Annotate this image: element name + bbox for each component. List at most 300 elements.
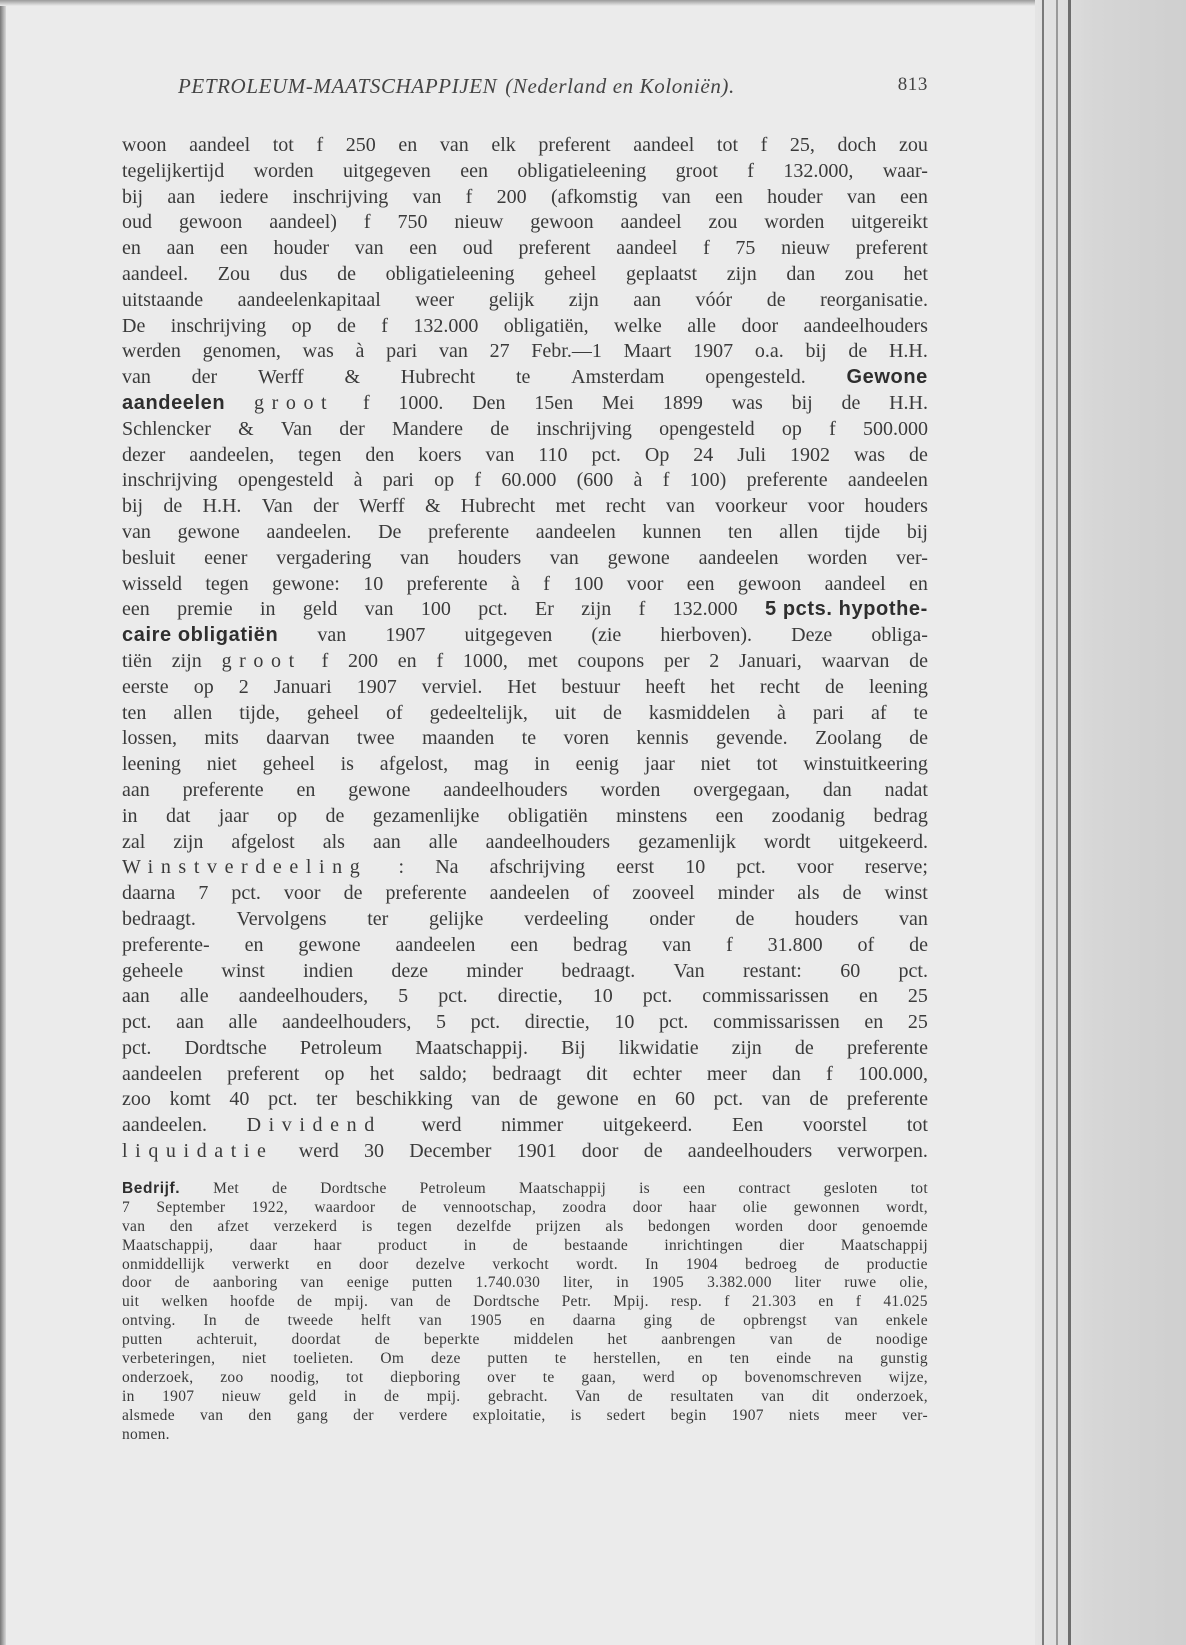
text-line — [122, 1369, 928, 1388]
word: dezer — [122, 443, 166, 466]
word: en — [818, 1293, 834, 1311]
word: pari — [386, 340, 418, 363]
word: het — [607, 1331, 628, 1349]
word: f — [543, 572, 550, 595]
word: resultaten — [670, 1387, 734, 1405]
word: oud — [462, 237, 493, 260]
word: tot — [910, 1180, 928, 1197]
word: van — [438, 340, 468, 363]
word: tijde — [844, 520, 881, 543]
word: pct. — [268, 1088, 298, 1111]
word: 1899 — [662, 391, 703, 414]
word: ontving. — [122, 1312, 176, 1330]
word: olie — [742, 1198, 768, 1216]
word: prijzen — [535, 1217, 581, 1235]
word: alle — [179, 985, 209, 1008]
word: onderzoek, — [122, 1368, 194, 1386]
word: 2 — [238, 675, 249, 698]
word: aandeel. — [122, 262, 189, 285]
word: 250 — [345, 134, 376, 156]
word: deze — [391, 959, 429, 982]
word: à — [633, 469, 643, 492]
word: de — [272, 1180, 288, 1197]
word: door — [632, 1198, 663, 1216]
word: Van — [261, 495, 293, 518]
word: opbrengst — [743, 1312, 807, 1330]
word: van — [471, 1088, 501, 1111]
word: directie, — [524, 1011, 590, 1034]
word: 60.000 — [501, 469, 557, 492]
word: zijn — [173, 830, 204, 853]
word: wordt. — [576, 1255, 618, 1273]
word: 5 — [436, 1011, 447, 1034]
word: obligatiën, — [503, 314, 589, 337]
text-line — [122, 1010, 928, 1036]
word: te — [554, 1350, 567, 1368]
word: bestaande — [564, 1236, 629, 1254]
word: uitgegeven — [464, 624, 553, 647]
word: 1902 — [790, 443, 831, 466]
word: worden — [807, 546, 868, 569]
word: gedeeltelijk, — [429, 701, 528, 724]
word: aandeelen, — [189, 443, 275, 466]
text-line — [122, 623, 928, 649]
word: waardoor — [314, 1198, 376, 1216]
word: een — [682, 1180, 706, 1197]
word: Schlencker — [122, 417, 211, 440]
word: de — [512, 1236, 528, 1254]
word: Er — [535, 598, 554, 621]
text-line — [122, 1062, 928, 1088]
text-line — [122, 855, 928, 881]
word: geld — [288, 1387, 317, 1405]
word: elk — [491, 134, 516, 156]
word: geplaatst — [625, 262, 698, 285]
word: olie, — [899, 1274, 928, 1292]
word: Petroleum — [299, 1036, 383, 1059]
spaced-emphasis: liquidatie — [122, 1140, 274, 1163]
word: aandeelen — [122, 1062, 202, 1085]
word: ten — [122, 701, 147, 724]
word: de — [909, 727, 928, 750]
word: als — [322, 830, 345, 853]
text-line — [122, 288, 928, 314]
word: 10 — [363, 572, 384, 595]
word: (600 — [576, 469, 614, 492]
word: kunnen — [642, 520, 702, 543]
word: van — [122, 520, 151, 543]
word: jaar — [644, 753, 675, 776]
word: wisseld — [122, 572, 182, 595]
word: opengesteld — [659, 417, 755, 440]
word: welken — [161, 1293, 208, 1311]
word: Petroleum — [419, 1180, 487, 1197]
word: preferente- — [122, 933, 210, 956]
word: winstuitkeering — [803, 753, 928, 776]
word: bij — [805, 340, 827, 363]
text-line — [122, 1180, 928, 1199]
word: bij — [906, 520, 928, 543]
word: : — [398, 856, 405, 879]
word: à — [355, 340, 365, 363]
word: Maatschappij — [518, 1180, 607, 1197]
word: gebracht. — [487, 1387, 548, 1405]
word: de — [735, 907, 755, 930]
page-stack-line — [1056, 0, 1058, 1645]
word: diepboring — [390, 1368, 461, 1386]
word: saldo; — [419, 1062, 468, 1085]
word: onderzoek, — [856, 1387, 928, 1405]
text-line — [122, 1036, 928, 1062]
word: nieuw — [221, 1387, 262, 1405]
word: besluit — [122, 546, 176, 569]
text-line — [122, 881, 928, 907]
word: op — [701, 1368, 718, 1386]
word: (zie — [591, 624, 622, 647]
word: In — [203, 1312, 217, 1330]
word: den — [248, 1406, 272, 1424]
word: gewone — [177, 520, 240, 543]
word: uitgegeven — [343, 159, 431, 182]
word: tot — [716, 134, 739, 156]
word: alle — [228, 1011, 258, 1034]
word: verkocht — [492, 1255, 549, 1273]
word: 132.000 — [413, 314, 479, 337]
word: tegen — [298, 443, 342, 466]
word: likwidatie — [618, 1036, 699, 1059]
word: 1000, — [462, 649, 508, 672]
word: directie, — [497, 985, 563, 1008]
word: preferent — [518, 237, 591, 260]
word: van — [846, 185, 876, 208]
word: vergadering — [276, 546, 372, 569]
word: de — [244, 1312, 260, 1330]
word: September — [156, 1198, 226, 1216]
word: verviel. — [421, 675, 483, 698]
text-line — [122, 159, 928, 185]
word: alsmede — [122, 1406, 175, 1424]
page-stack-line — [1068, 0, 1071, 1645]
word: in — [259, 598, 276, 621]
word: waar- — [882, 159, 928, 182]
word: en — [244, 933, 264, 956]
word: voren — [563, 727, 610, 750]
word: winst — [221, 959, 265, 982]
word: de — [909, 933, 928, 956]
word: gunstig — [880, 1350, 928, 1368]
word: daarna — [572, 1312, 616, 1330]
word: f — [726, 933, 733, 956]
word: verdeeling — [524, 907, 609, 930]
word: noodig, — [270, 1368, 320, 1386]
word: f — [760, 134, 768, 156]
word: daar — [249, 1236, 278, 1254]
word: f — [747, 159, 754, 182]
word: Om — [380, 1350, 405, 1368]
text-line — [122, 1350, 928, 1369]
word: H.H. — [888, 340, 928, 363]
word: pct. — [591, 443, 621, 466]
word: zijn — [726, 262, 757, 285]
word: aandeelen — [489, 882, 570, 905]
text-line — [122, 1199, 928, 1218]
word: gewoon — [530, 211, 594, 234]
word: het — [710, 675, 735, 698]
word: gewone — [348, 778, 411, 801]
word: aan — [166, 237, 195, 260]
word: van — [834, 1312, 858, 1330]
word: en — [909, 572, 928, 595]
word: heeft — [645, 675, 686, 698]
word: bedraagt — [492, 1062, 562, 1085]
word: op — [434, 469, 455, 492]
word: van — [390, 1293, 414, 1311]
bold-heading: Gewone — [846, 366, 928, 389]
word: helft — [361, 1312, 391, 1330]
word: komt — [169, 1088, 211, 1111]
word: De — [122, 314, 146, 337]
word: de — [627, 1387, 643, 1405]
word: nadat — [884, 778, 928, 801]
page-left-edge — [0, 0, 6, 1645]
word: tot — [346, 1368, 364, 1386]
word: Maatschappij. — [415, 1036, 528, 1059]
word: H.H. — [889, 391, 928, 414]
word: 132.000 — [672, 598, 738, 621]
word: 60 — [840, 959, 861, 982]
word: 25 — [907, 1011, 928, 1034]
word: f — [703, 237, 710, 260]
text-line — [122, 185, 928, 211]
word: deze — [431, 1350, 461, 1368]
text-line — [122, 804, 928, 830]
word: 5 — [398, 985, 409, 1008]
word: de — [518, 1088, 538, 1111]
word: het — [903, 262, 928, 285]
word: dezelve — [415, 1255, 466, 1273]
word: de — [401, 1198, 417, 1216]
word: putten — [412, 1274, 453, 1292]
word: de — [848, 340, 868, 363]
word: 60 — [674, 1088, 695, 1111]
word: of — [857, 933, 875, 956]
word: de — [841, 391, 861, 414]
word: is — [340, 753, 354, 776]
word: in — [122, 1387, 135, 1405]
word: en — [397, 649, 417, 672]
word: van — [300, 1274, 324, 1292]
word: minstens — [616, 804, 688, 827]
word: dan — [822, 778, 852, 801]
word: vennootschap, — [443, 1198, 537, 1216]
word: niets — [788, 1406, 820, 1424]
word: zoo — [122, 1088, 151, 1111]
text-line — [122, 984, 928, 1010]
word: en — [316, 1255, 332, 1273]
word: van — [661, 185, 691, 208]
word: hoofde — [230, 1293, 275, 1311]
word: werd — [298, 1140, 339, 1163]
word: o.a. — [754, 340, 784, 363]
word: preferente — [385, 882, 467, 905]
word: inschrijving — [292, 185, 389, 208]
word: in — [463, 1236, 477, 1254]
word: gelijke — [429, 907, 484, 930]
word: bij — [122, 185, 144, 208]
word: aan — [122, 985, 150, 1008]
word: eenig — [575, 753, 619, 776]
word: de — [490, 417, 510, 440]
word: Van — [575, 1387, 601, 1405]
word: pct. — [478, 598, 508, 621]
word: van — [485, 443, 515, 466]
word: het — [369, 1062, 395, 1085]
word: Juli — [737, 443, 767, 466]
text-line — [122, 907, 928, 933]
word: ten — [729, 1350, 750, 1368]
word: de — [337, 314, 356, 337]
word: f — [474, 469, 482, 492]
word: uitstaande — [122, 288, 204, 311]
word: bedroeg — [745, 1255, 798, 1273]
word: Het — [507, 675, 537, 698]
word: de — [643, 1140, 663, 1163]
word: bedrag — [572, 933, 628, 956]
word: gewone — [607, 546, 670, 569]
word: In — [645, 1255, 659, 1273]
word: ruwe — [844, 1274, 877, 1292]
word: pct. — [122, 1011, 152, 1034]
word: meer — [706, 1062, 747, 1085]
word: commissarissen — [702, 985, 829, 1008]
word: Hubrecht — [400, 366, 476, 389]
word: geheel — [544, 262, 597, 285]
word: pct. — [642, 985, 673, 1008]
word: weer — [415, 288, 455, 311]
word: voor — [626, 572, 664, 595]
word: 2 — [709, 649, 720, 672]
word: 75 — [735, 237, 756, 260]
word: Na — [435, 856, 459, 879]
word: vóór — [695, 288, 733, 311]
text-line — [122, 443, 928, 469]
word: begin — [670, 1406, 707, 1424]
word: f — [436, 649, 444, 672]
text-line — [122, 391, 928, 417]
word: inschrijving — [536, 417, 632, 440]
word: een — [220, 237, 248, 260]
word: overgegaan, — [693, 778, 791, 801]
word: eerst — [616, 856, 655, 879]
word: Maatschappij, — [122, 1236, 214, 1254]
text-line — [122, 314, 928, 340]
word: à — [776, 701, 786, 724]
word: recht — [605, 495, 646, 518]
word: 100.000, — [857, 1062, 928, 1085]
word: te — [521, 727, 537, 750]
word: geheele — [122, 959, 184, 982]
word: obligatieleening — [517, 159, 647, 182]
word: 10 — [614, 1011, 635, 1034]
word: preferente — [746, 469, 828, 492]
word: in — [343, 1387, 357, 1405]
text-line — [122, 365, 928, 391]
word: worden — [764, 211, 825, 234]
word: der — [191, 366, 218, 389]
word: van — [199, 1406, 224, 1424]
footnote-text — [122, 1180, 928, 1444]
word: opengesteld — [237, 469, 334, 492]
text-line — [122, 830, 928, 856]
word: uitgekeerd. — [838, 830, 928, 853]
word: haar — [313, 1236, 342, 1254]
text-line — [122, 133, 928, 159]
word: tegen — [397, 1217, 433, 1235]
word: 30 — [363, 1140, 384, 1163]
word: pari — [812, 701, 844, 724]
word: opengesteld. — [705, 366, 806, 389]
word: tiën — [122, 649, 152, 672]
word: obliga- — [871, 624, 928, 647]
word: de — [297, 1293, 313, 1311]
running-header — [178, 74, 928, 99]
word: af — [870, 701, 887, 724]
word: te — [913, 701, 928, 724]
word: f — [465, 185, 473, 208]
word: zou — [844, 262, 874, 285]
word: tijde, — [239, 701, 280, 724]
word: tot — [272, 134, 294, 156]
text-line — [122, 1087, 928, 1113]
word: wordt — [763, 830, 811, 853]
word: aandeelen — [698, 546, 779, 569]
word: premie — [177, 598, 233, 621]
word: uit — [554, 701, 577, 724]
word: in — [534, 753, 550, 776]
word: afgelost — [231, 830, 295, 853]
word: ter — [367, 907, 389, 930]
word: niet — [242, 1350, 267, 1368]
word: bovenomschreven — [744, 1368, 862, 1386]
word: maanden — [422, 727, 495, 750]
word: voor — [283, 882, 321, 905]
word: 1907 — [385, 624, 426, 647]
word: de — [826, 1331, 843, 1349]
word: f — [363, 211, 371, 234]
spaced-emphasis: Dividend — [246, 1114, 382, 1137]
page-number: 813 — [897, 74, 928, 95]
word: hierboven). — [660, 624, 753, 647]
word: kasmiddelen — [648, 701, 750, 724]
text-line — [122, 752, 928, 778]
word: restant: — [742, 959, 802, 982]
word: aandeelhouders — [687, 1140, 813, 1163]
word: uitgekeerd. — [602, 1114, 693, 1137]
text-line — [122, 1293, 928, 1312]
word: zooveel — [632, 882, 695, 905]
word: aan — [176, 1011, 204, 1034]
word: niet — [700, 753, 731, 776]
word: te — [542, 1368, 555, 1386]
word: H.H. — [202, 495, 242, 518]
word: ter — [316, 1088, 338, 1111]
word: 41.025 — [883, 1293, 928, 1311]
word: indien — [303, 959, 354, 982]
word: de — [766, 288, 786, 311]
word: genoemde — [861, 1217, 928, 1235]
word: zou — [708, 211, 738, 234]
word: Van — [673, 959, 705, 982]
